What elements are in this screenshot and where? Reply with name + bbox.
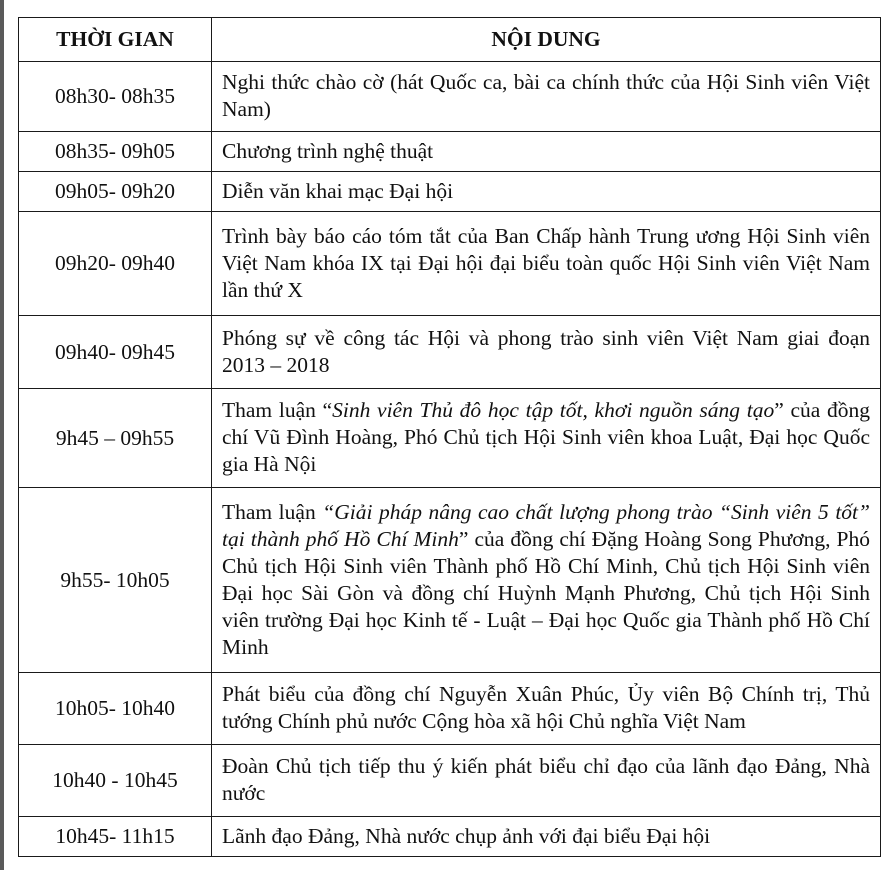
row-time: 09h40- 09h45	[19, 316, 212, 389]
row-content: Đoàn Chủ tịch tiếp thu ý kiến phát biểu chỉ đạo của lãnh đạo Đảng, Nhà nước	[212, 745, 881, 817]
row-content: Phát biểu của đồng chí Nguyễn Xuân Phúc, Ủy viên Bộ Chính trị, Thủ tướng Chính phủ nước Cộng hòa xã hội Chủ nghĩa Việt Nam	[212, 673, 881, 745]
table-row	[19, 62, 881, 132]
schedule-table	[18, 17, 881, 857]
content-text: Tham luận “	[222, 398, 333, 422]
table-row	[19, 488, 881, 673]
row-time: 10h40 - 10h45	[19, 745, 212, 817]
left-edge-bar	[0, 0, 4, 870]
table-row	[19, 132, 881, 172]
row-content: Phóng sự về công tác Hội và phong trào sinh viên Việt Nam giai đoạn 2013 – 2018	[212, 316, 881, 389]
row-time: 9h55- 10h05	[19, 488, 212, 673]
row-content	[212, 488, 881, 673]
row-content: Diễn văn khai mạc Đại hội	[212, 172, 881, 212]
row-content: Lãnh đạo Đảng, Nhà nước chụp ảnh với đại biểu Đại hội	[212, 817, 881, 857]
row-content: Chương trình nghệ thuật	[212, 132, 881, 172]
row-time: 08h35- 09h05	[19, 132, 212, 172]
table-row	[19, 316, 881, 389]
content-italic: “Giải pháp nâng cao chất lượng phong trào “Sinh viên 5 tốt” tại thành phố Hồ Chí Minh	[222, 499, 870, 551]
content-text: ” của đồng chí Vũ Đình Hoàng, Phó Chủ tịch Hội Sinh viên khoa Luật, Đại học Quốc gia Hà Nội	[222, 398, 870, 476]
row-time: 08h30- 08h35	[19, 62, 212, 132]
table-row	[19, 172, 881, 212]
row-content: Trình bày báo cáo tóm tắt của Ban Chấp hành Trung ương Hội Sinh viên Việt Nam khóa IX tại Đại hội đại biểu toàn quốc Hội Sinh viên Việt Nam lần thứ X	[212, 212, 881, 316]
row-time: 9h45 – 09h55	[19, 389, 212, 488]
table-header-row	[19, 18, 881, 62]
row-time: 09h05- 09h20	[19, 172, 212, 212]
row-content: Nghi thức chào cờ (hát Quốc ca, bài ca chính thức của Hội Sinh viên Việt Nam)	[212, 62, 881, 132]
table-row	[19, 673, 881, 745]
table-row	[19, 389, 881, 488]
header-content: NỘI DUNG	[212, 18, 881, 62]
row-time: 10h05- 10h40	[19, 673, 212, 745]
row-content	[212, 389, 881, 488]
header-time: THỜI GIAN	[19, 18, 212, 62]
row-time: 10h45- 11h15	[19, 817, 212, 857]
content-text: ” của đồng chí Đặng Hoàng Song Phương, Phó Chủ tịch Hội Sinh viên Thành phố Hồ Chí Minh, Chủ tịch Hội Sinh viên Đại học Sài Gòn và đồng chí Huỳnh Mạnh Phương, Chủ tịch Hội Sinh viên trường Đại học Kinh tế - Luật – Đại học Quốc gia Thành phố Hồ Chí Minh	[222, 526, 870, 659]
table-row	[19, 212, 881, 316]
content-text: Tham luận	[222, 499, 323, 524]
table-row	[19, 745, 881, 817]
table-row	[19, 817, 881, 857]
content-italic: Sinh viên Thủ đô học tập tốt, khơi nguồn sáng tạo	[332, 398, 775, 422]
row-time: 09h20- 09h40	[19, 212, 212, 316]
